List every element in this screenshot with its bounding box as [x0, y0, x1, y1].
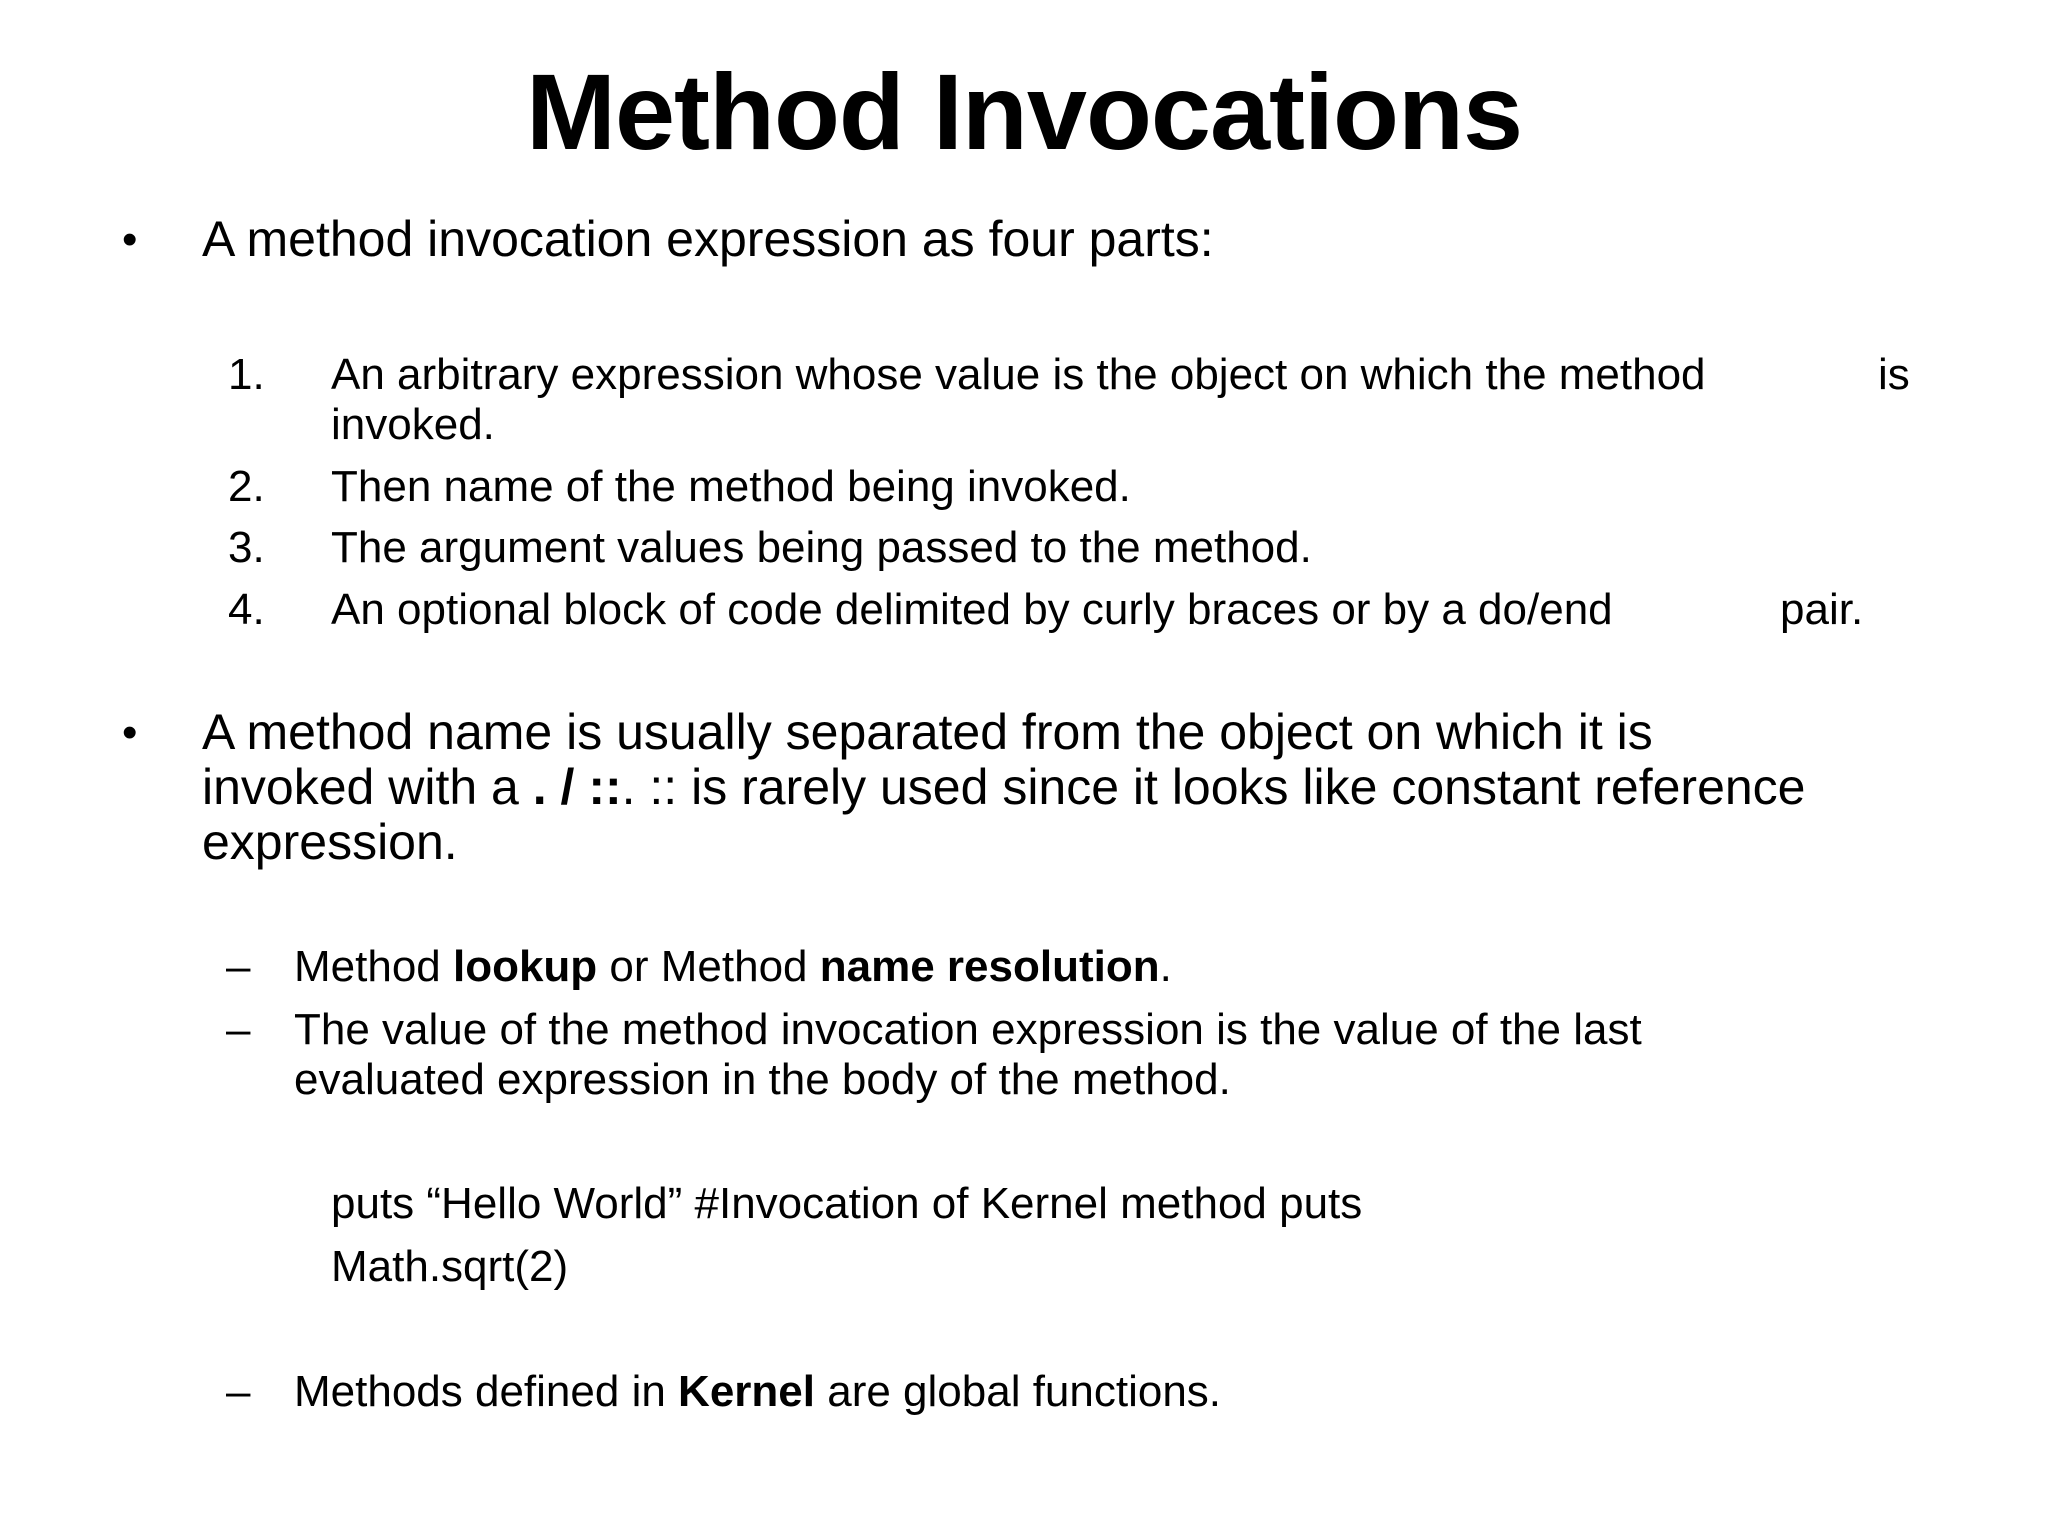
bullet-text-separator-line3: expression.	[202, 814, 458, 870]
dash-icon: –	[226, 942, 251, 991]
list-item-4-text: An optional block of code delimited by curly braces or by a do/end	[331, 585, 1613, 634]
list-item-1-text: An arbitrary expression whose value is the object on which the method	[331, 350, 1706, 399]
bullet-text-parts-intro: A method invocation expression as four parts:	[202, 211, 1214, 267]
list-item-3-text: The argument values being passed to the method.	[331, 523, 1312, 572]
code-line-1: puts “Hello World” #Invocation of Kernel method puts	[331, 1179, 1363, 1228]
list-number-2: 2.	[228, 462, 265, 511]
sub-bullet-kernel-c: are global functions.	[815, 1367, 1222, 1416]
separator-operators: . / ::	[532, 759, 622, 815]
code-line-2: Math.sqrt(2)	[331, 1242, 569, 1291]
sub-bullet-kernel-a: Methods defined in	[294, 1367, 679, 1416]
separator-text-b: . :: is rarely used since it looks like constant reference	[621, 759, 1806, 815]
list-number-4: 4.	[228, 585, 265, 634]
list-item-1-text-cont: invoked.	[331, 400, 495, 449]
list-number-3: 3.	[228, 523, 265, 572]
bullet-icon: •	[122, 708, 138, 757]
list-number-1: 1.	[228, 350, 265, 399]
sub-bullet-lookup-c: or Method	[597, 942, 820, 991]
separator-text-a: invoked with a	[202, 759, 533, 815]
sub-bullet-value-line1: The value of the method invocation expression is the value of the last	[294, 1005, 1642, 1054]
bullet-text-separator-line2	[202, 760, 1806, 815]
term-kernel: Kernel	[678, 1367, 815, 1416]
term-name-resolution: name resolution	[819, 942, 1160, 991]
term-lookup: lookup	[452, 942, 598, 991]
slide-title: Method Invocations	[525, 51, 1523, 172]
list-item-2-text: Then name of the method being invoked.	[331, 462, 1131, 511]
sub-bullet-lookup-e: .	[1159, 942, 1172, 991]
dash-icon: –	[226, 1005, 251, 1054]
list-item-4-text-end: pair.	[1780, 585, 1864, 634]
sub-bullet-lookup-a: Method	[294, 942, 453, 991]
bullet-text-separator-line1: A method name is usually separated from the object on which it is	[202, 704, 1653, 760]
list-item-1-text-end: is	[1878, 350, 1910, 399]
sub-bullet-kernel	[294, 1367, 1221, 1417]
dash-icon: –	[226, 1367, 251, 1416]
sub-bullet-lookup	[294, 942, 1172, 992]
bullet-icon: •	[122, 215, 138, 264]
sub-bullet-value-line2: evaluated expression in the body of the method.	[294, 1055, 1231, 1104]
